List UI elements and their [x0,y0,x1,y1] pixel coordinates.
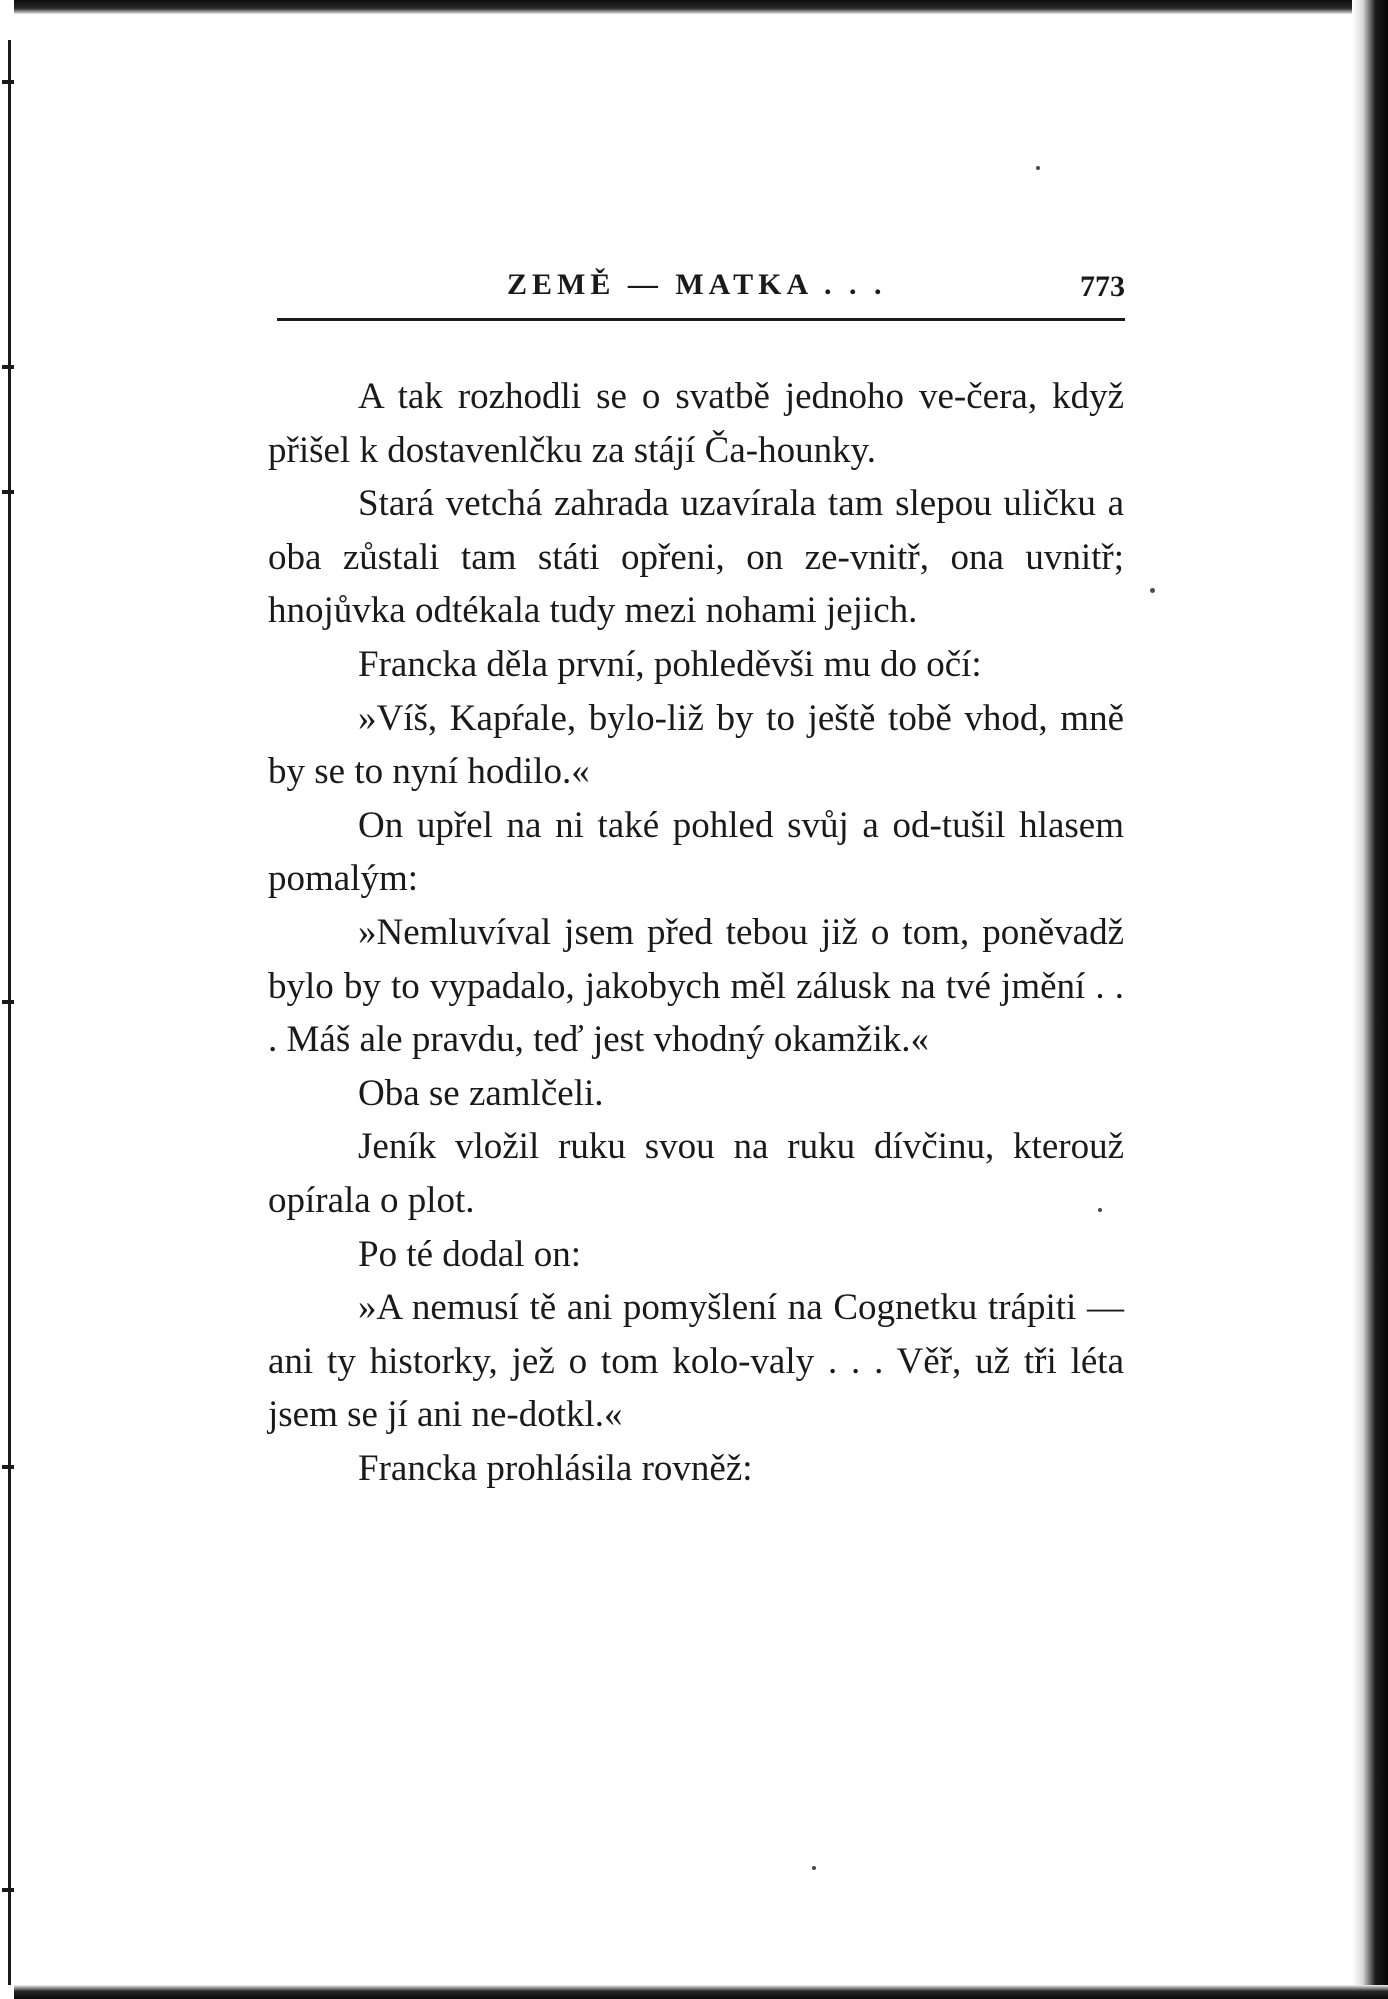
paragraph: Jeník vložil ruku svou na ruku dívčinu, kterouž opírala o plot. [268,1126,1124,1221]
paragraph: A tak rozhodli se o svatbě jednoho ve-čera, když přišel k dostavenlčku za stájí Ča-hounky. [268,376,1124,471]
scan-speck [1150,588,1155,593]
paragraph: Po té dodal on: [358,1233,582,1275]
scan-border-top [0,0,1388,14]
paragraph: »Víš, Kapŕale, bylo-liž by to ještě tobě vhod, mně by se to nyní hodilo.« [268,697,1124,793]
running-title: ZEMĚ — MATKA . . . [507,268,887,301]
binding-tick [2,1888,14,1892]
binding-tick [2,490,14,494]
paragraph: On upřel na ni také pohled svůj a od-tušil hlasem pomalým: [268,804,1124,900]
paragraph: Francka prohlásila rovněž: [358,1447,753,1489]
paragraph: Francka děla první, pohleděvši mu do očí: [358,643,982,685]
scan-border-bottom [0,1985,1388,1999]
page-number: 773 [1080,270,1125,303]
paragraph: »A nemusí tě ani pomyšlení na Cognetku trápiti — ani ty historky, jež o tom kolo-valy . . . Věř, už tři léta jsem se jí ani ne-dotkl.« [268,1287,1124,1436]
scan-border-left [0,0,14,1999]
header-rule [277,318,1125,321]
paragraph: Oba se zamlčeli. [358,1072,604,1114]
text-body [268,370,1124,1495]
binding-tick [2,1465,14,1469]
scan-speck [812,1866,816,1870]
binding-tick [2,1000,14,1004]
binding-edge-line [8,40,11,1985]
scan-speck [1036,166,1040,170]
paragraph: Stará vetchá zahrada uzavírala tam slepou uličku a oba zůstali tam státi opřeni, on ze-vnitř, ona uvnitř; hnojůvka odtékala tudy mezi nohami jejich. [268,483,1124,632]
scan-border-right [1352,0,1388,1999]
binding-tick [2,80,14,84]
paragraph: »Nemluvíval jsem před tebou již o tom, poněvadž bylo by to vypadalo, jakobych měl zálusk na tvé jmění . . . Máš ale pravdu, teď jest vhodný okamžik.« [268,911,1124,1061]
binding-tick [2,365,14,369]
page-header [277,268,1125,322]
